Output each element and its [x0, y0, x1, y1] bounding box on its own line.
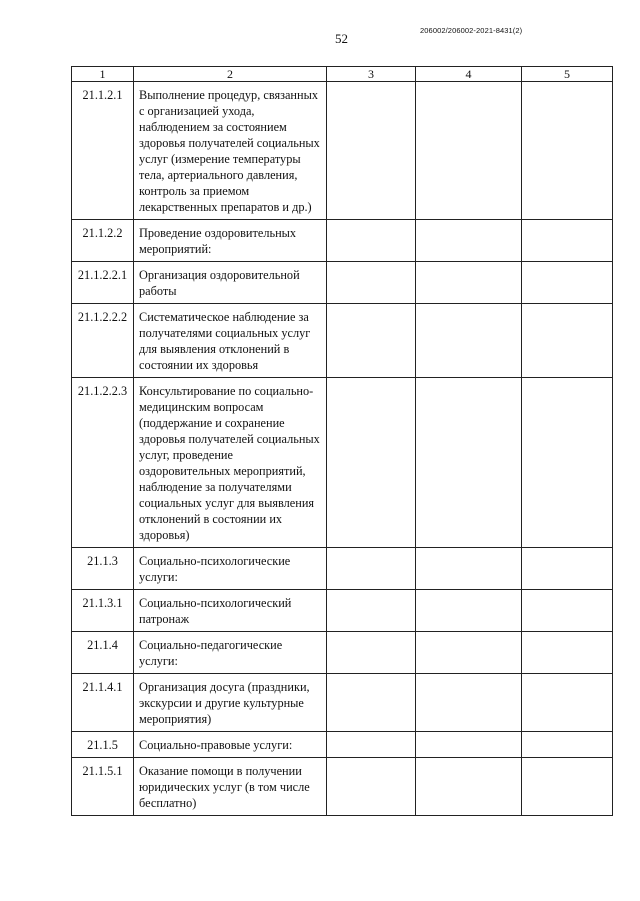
empty-cell-col-3 [327, 262, 416, 304]
table-row [72, 590, 613, 632]
column-header-4: 4 [416, 67, 522, 82]
empty-cell-col-4 [416, 548, 522, 590]
row-description: Выполнение процедур, связанных с организацией ухода, наблюдением за состоянием здоровья получателей социальных услуг (измерение температуры тела, артериального давления, контроль за приемом лекарственных препаратов и др.) [134, 82, 327, 220]
row-description: Проведение оздоровительных мероприятий: [134, 220, 327, 262]
empty-cell-col-3 [327, 548, 416, 590]
column-header-5: 5 [522, 67, 613, 82]
table-row [72, 82, 613, 220]
empty-cell-col-5 [522, 732, 613, 758]
table-row [72, 220, 613, 262]
table-header-row [72, 67, 613, 82]
empty-cell-col-4 [416, 378, 522, 548]
empty-cell-col-5 [522, 548, 613, 590]
empty-cell-col-5 [522, 590, 613, 632]
row-code: 21.1.2.2 [72, 220, 134, 262]
row-description: Консультирование по социально-медицинским вопросам (поддержание и сохранение здоровья получателей социальных услуг, проведение оздоровительных мероприятий, наблюдение за получателями социальных услуг для выявления отклонений в состоянии их здоровья) [134, 378, 327, 548]
row-code: 21.1.2.2.1 [72, 262, 134, 304]
row-description: Оказание помощи в получении юридических услуг (в том числе бесплатно) [134, 758, 327, 816]
services-table [71, 66, 613, 816]
empty-cell-col-4 [416, 732, 522, 758]
table-row [72, 732, 613, 758]
empty-cell-col-4 [416, 590, 522, 632]
table-row [72, 304, 613, 378]
empty-cell-col-4 [416, 220, 522, 262]
column-header-1: 1 [72, 67, 134, 82]
row-code: 21.1.5.1 [72, 758, 134, 816]
empty-cell-col-3 [327, 220, 416, 262]
row-description: Социально-психологические услуги: [134, 548, 327, 590]
empty-cell-col-3 [327, 82, 416, 220]
row-code: 21.1.5 [72, 732, 134, 758]
column-header-2: 2 [134, 67, 327, 82]
row-description: Организация оздоровительной работы [134, 262, 327, 304]
table-row [72, 378, 613, 548]
empty-cell-col-4 [416, 674, 522, 732]
empty-cell-col-3 [327, 758, 416, 816]
empty-cell-col-4 [416, 758, 522, 816]
empty-cell-col-5 [522, 378, 613, 548]
table-row [72, 632, 613, 674]
row-description: Социально-педагогические услуги: [134, 632, 327, 674]
table-row [72, 262, 613, 304]
empty-cell-col-3 [327, 732, 416, 758]
column-header-3: 3 [327, 67, 416, 82]
empty-cell-col-5 [522, 304, 613, 378]
row-description: Социально-правовые услуги: [134, 732, 327, 758]
empty-cell-col-5 [522, 758, 613, 816]
empty-cell-col-5 [522, 82, 613, 220]
row-code: 21.1.4.1 [72, 674, 134, 732]
empty-cell-col-3 [327, 304, 416, 378]
row-code: 21.1.4 [72, 632, 134, 674]
empty-cell-col-5 [522, 220, 613, 262]
empty-cell-col-4 [416, 304, 522, 378]
empty-cell-col-3 [327, 378, 416, 548]
empty-cell-col-3 [327, 632, 416, 674]
table-row [72, 674, 613, 732]
document-id: 206002/206002-2021-8431(2) [420, 26, 523, 35]
row-code: 21.1.3 [72, 548, 134, 590]
empty-cell-col-4 [416, 262, 522, 304]
table-row [72, 758, 613, 816]
row-code: 21.1.2.2.3 [72, 378, 134, 548]
empty-cell-col-4 [416, 632, 522, 674]
empty-cell-col-3 [327, 674, 416, 732]
empty-cell-col-4 [416, 82, 522, 220]
row-code: 21.1.3.1 [72, 590, 134, 632]
empty-cell-col-5 [522, 674, 613, 732]
empty-cell-col-5 [522, 262, 613, 304]
row-description: Систематическое наблюдение за получателями социальных услуг для выявления отклонений в состоянии их здоровья [134, 304, 327, 378]
table-row [72, 548, 613, 590]
row-code: 21.1.2.2.2 [72, 304, 134, 378]
empty-cell-col-3 [327, 590, 416, 632]
row-code: 21.1.2.1 [72, 82, 134, 220]
row-description: Организация досуга (праздники, экскурсии и другие культурные мероприятия) [134, 674, 327, 732]
row-description: Социально-психологический патронаж [134, 590, 327, 632]
page-number: 52 [335, 31, 348, 46]
empty-cell-col-5 [522, 632, 613, 674]
